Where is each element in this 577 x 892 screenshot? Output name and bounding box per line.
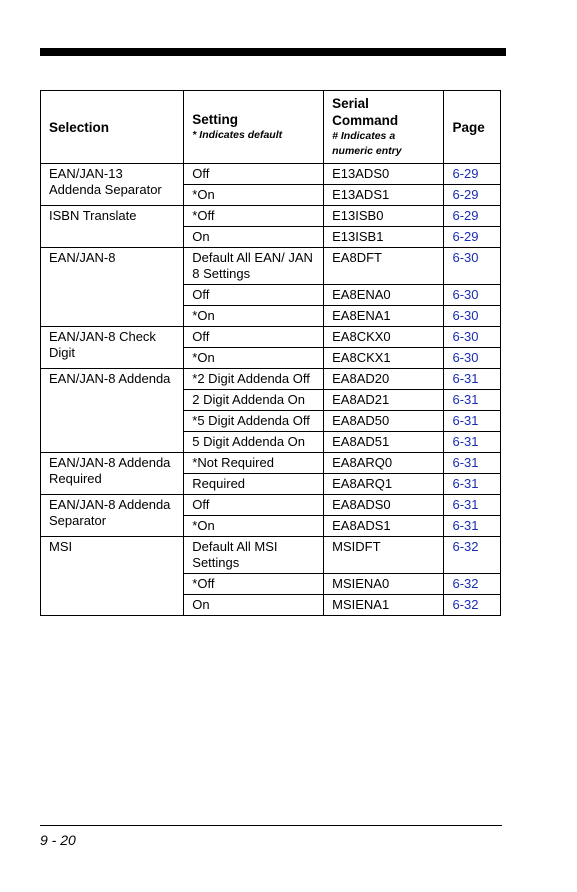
header-setting bbox=[184, 91, 324, 164]
setting-cell: 5 Digit Addenda On bbox=[184, 432, 324, 453]
page-link[interactable]: 6-31 bbox=[452, 476, 479, 491]
selection-cell: EAN/JAN-13 Addenda Separator bbox=[41, 164, 184, 206]
setting-cell: On bbox=[184, 227, 324, 248]
header-selection bbox=[41, 91, 184, 164]
serial-command-cell: EA8DFT bbox=[324, 248, 444, 285]
setting-cell: *2 Digit Addenda Off bbox=[184, 369, 324, 390]
selection-cell: EAN/JAN-8 bbox=[41, 248, 184, 327]
serial-command-cell: EA8ENA1 bbox=[324, 306, 444, 327]
table-row bbox=[41, 206, 501, 227]
header-serial-note: # Indicates a numeric entry bbox=[332, 130, 402, 157]
selection-cell: EAN/JAN-8 Addenda Separator bbox=[41, 495, 184, 537]
page-link[interactable]: 6-31 bbox=[452, 497, 479, 512]
page-number: 9 - 20 bbox=[40, 832, 76, 848]
page-link[interactable]: 6-32 bbox=[452, 539, 479, 554]
page-cell bbox=[444, 495, 501, 516]
page-cell bbox=[444, 185, 501, 206]
page-cell bbox=[444, 411, 501, 432]
setting-cell: Off bbox=[184, 285, 324, 306]
serial-command-cell: EA8AD50 bbox=[324, 411, 444, 432]
serial-command-cell: E13ISB1 bbox=[324, 227, 444, 248]
header-serial-label: Serial Command bbox=[332, 96, 399, 128]
page-link[interactable]: 6-31 bbox=[452, 518, 479, 533]
page-cell bbox=[444, 327, 501, 348]
page-link[interactable]: 6-30 bbox=[452, 350, 479, 365]
page-cell bbox=[444, 164, 501, 185]
page-cell bbox=[444, 285, 501, 306]
table-row bbox=[41, 453, 501, 474]
page-cell bbox=[444, 369, 501, 390]
page-cell bbox=[444, 306, 501, 327]
serial-command-cell: EA8AD51 bbox=[324, 432, 444, 453]
setting-cell: 2 Digit Addenda On bbox=[184, 390, 324, 411]
header-rule bbox=[40, 48, 506, 56]
table-row bbox=[41, 248, 501, 285]
table-row bbox=[41, 537, 501, 574]
selection-cell: MSI bbox=[41, 537, 184, 616]
page-cell bbox=[444, 432, 501, 453]
serial-command-cell: EA8ADS0 bbox=[324, 495, 444, 516]
page-link[interactable]: 6-31 bbox=[452, 392, 479, 407]
page-cell bbox=[444, 537, 501, 574]
setting-cell: *On bbox=[184, 185, 324, 206]
table-row bbox=[41, 327, 501, 348]
serial-command-cell: E13ADS0 bbox=[324, 164, 444, 185]
serial-command-cell: EA8AD21 bbox=[324, 390, 444, 411]
setting-cell: Off bbox=[184, 164, 324, 185]
selection-cell: ISBN Translate bbox=[41, 206, 184, 248]
table-row bbox=[41, 495, 501, 516]
serial-command-cell: EA8ARQ1 bbox=[324, 474, 444, 495]
page-cell bbox=[444, 348, 501, 369]
page-link[interactable]: 6-31 bbox=[452, 413, 479, 428]
serial-command-cell: EA8ARQ0 bbox=[324, 453, 444, 474]
serial-command-cell: EA8ADS1 bbox=[324, 516, 444, 537]
header-page-label: Page bbox=[452, 119, 485, 135]
table-header-row bbox=[41, 91, 501, 164]
setting-cell: Off bbox=[184, 327, 324, 348]
page-cell bbox=[444, 227, 501, 248]
setting-cell: Off bbox=[184, 495, 324, 516]
page-cell bbox=[444, 453, 501, 474]
serial-command-cell: EA8ENA0 bbox=[324, 285, 444, 306]
page-link[interactable]: 6-31 bbox=[452, 371, 479, 386]
setting-cell: On bbox=[184, 595, 324, 616]
page-link[interactable]: 6-29 bbox=[452, 166, 479, 181]
setting-cell: *Not Required bbox=[184, 453, 324, 474]
selection-cell: EAN/JAN-8 Check Digit bbox=[41, 327, 184, 369]
serial-command-cell: E13ADS1 bbox=[324, 185, 444, 206]
header-selection-label: Selection bbox=[49, 119, 110, 135]
settings-table bbox=[40, 90, 501, 616]
serial-command-cell: MSIDFT bbox=[324, 537, 444, 574]
selection-cell: EAN/JAN-8 Addenda bbox=[41, 369, 184, 453]
setting-cell: Required bbox=[184, 474, 324, 495]
page-link[interactable]: 6-31 bbox=[452, 434, 479, 449]
header-setting-label: Setting bbox=[192, 112, 239, 127]
page-cell bbox=[444, 474, 501, 495]
serial-command-cell: MSIENA0 bbox=[324, 574, 444, 595]
page-cell bbox=[444, 206, 501, 227]
page-link[interactable]: 6-29 bbox=[452, 187, 479, 202]
page-link[interactable]: 6-32 bbox=[452, 576, 479, 591]
setting-cell: *On bbox=[184, 348, 324, 369]
page-link[interactable]: 6-29 bbox=[452, 208, 479, 223]
setting-cell: *On bbox=[184, 516, 324, 537]
table-body bbox=[41, 164, 501, 616]
serial-command-cell: EA8AD20 bbox=[324, 369, 444, 390]
page-link[interactable]: 6-30 bbox=[452, 287, 479, 302]
setting-cell: *On bbox=[184, 306, 324, 327]
page-cell bbox=[444, 574, 501, 595]
setting-cell: *5 Digit Addenda Off bbox=[184, 411, 324, 432]
page-link[interactable]: 6-30 bbox=[452, 308, 479, 323]
setting-cell: *Off bbox=[184, 206, 324, 227]
header-serial-command bbox=[324, 91, 444, 164]
page-link[interactable]: 6-31 bbox=[452, 455, 479, 470]
table-row bbox=[41, 164, 501, 185]
setting-cell: *Off bbox=[184, 574, 324, 595]
page-link[interactable]: 6-30 bbox=[452, 250, 479, 265]
setting-cell: Default All EAN/ JAN 8 Settings bbox=[184, 248, 324, 285]
page-link[interactable]: 6-32 bbox=[452, 597, 479, 612]
page-link[interactable]: 6-29 bbox=[452, 229, 479, 244]
header-page bbox=[444, 91, 501, 164]
page-cell bbox=[444, 248, 501, 285]
page-cell bbox=[444, 595, 501, 616]
page-cell bbox=[444, 390, 501, 411]
setting-cell: Default All MSI Settings bbox=[184, 537, 324, 574]
serial-command-cell: EA8CKX1 bbox=[324, 348, 444, 369]
serial-command-cell: MSIENA1 bbox=[324, 595, 444, 616]
page-link[interactable]: 6-30 bbox=[452, 329, 479, 344]
serial-command-cell: EA8CKX0 bbox=[324, 327, 444, 348]
serial-command-cell: E13ISB0 bbox=[324, 206, 444, 227]
table-row bbox=[41, 369, 501, 390]
footer-rule bbox=[40, 825, 502, 826]
page-cell bbox=[444, 516, 501, 537]
header-setting-note: * Indicates default bbox=[192, 129, 283, 141]
selection-cell: EAN/JAN-8 Addenda Required bbox=[41, 453, 184, 495]
